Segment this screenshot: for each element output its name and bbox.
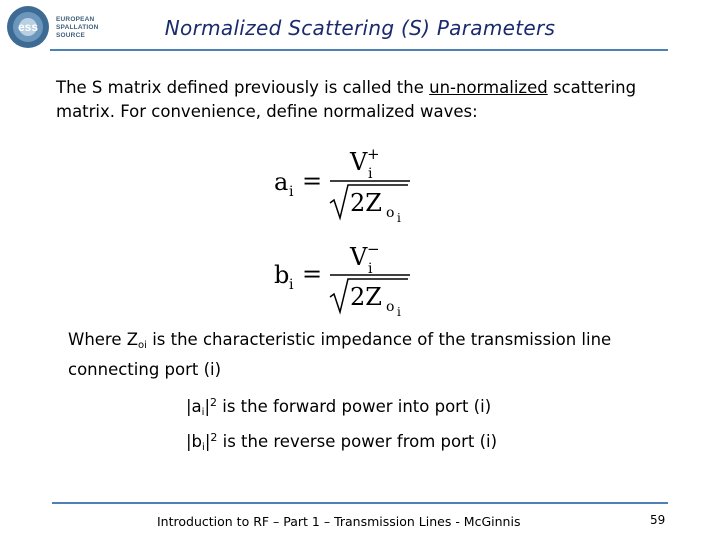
power-b-sub: i <box>202 442 205 453</box>
logo-text-line1: EUROPEAN <box>56 16 95 23</box>
intro-after: scattering matrix. For convenience, define normalized waves: <box>56 78 637 121</box>
para-suffix: is the characteristic impedance of the transmission line connecting port (i) <box>68 330 612 379</box>
eq-b-equals: = <box>302 260 323 288</box>
power-a-sub: i <box>201 407 205 418</box>
eq-b-num-sub: i <box>368 261 373 277</box>
footer-divider <box>52 502 668 504</box>
eq-a-den: 2Z <box>350 189 382 217</box>
eq-a-lhs-sub: i <box>289 184 294 200</box>
eq-a-den-sub2: i <box>397 211 401 225</box>
reverse-power-line <box>186 431 497 453</box>
power-a-sup: 2 <box>210 396 218 409</box>
power-b-mid: | <box>204 432 211 451</box>
power-a-text: is the forward power into port (i) <box>217 397 492 416</box>
power-a-mid: | <box>204 397 211 416</box>
power-b-sup: 2 <box>210 431 218 444</box>
logo-text-line2: SPALLATION <box>56 24 99 31</box>
eq-b-num-sup: − <box>367 245 380 258</box>
power-a-pre: |a <box>186 397 202 416</box>
slide-title: Normalized Scattering (S) Parameters <box>164 16 556 40</box>
eq-b-den-sub1: o <box>386 299 395 315</box>
intro-before: The S matrix defined previously is called the <box>56 78 430 97</box>
intro-underlined: un-normalized <box>429 78 548 97</box>
eq-a-num-sub: i <box>368 166 373 182</box>
equation-b <box>270 245 420 325</box>
equation-a <box>270 145 420 225</box>
para-sub: oi <box>138 340 147 351</box>
title-divider <box>50 49 668 51</box>
para-prefix: Where Z <box>68 330 139 349</box>
eq-a-num: V <box>350 148 368 176</box>
eq-a-lhs: a <box>274 168 289 196</box>
eq-b-num: V <box>350 245 368 271</box>
eq-a-num-sup: + <box>367 145 380 163</box>
eq-b-lhs: b <box>274 261 290 289</box>
page-number: 59 <box>650 513 666 527</box>
power-b-text: is the reverse power from port (i) <box>217 432 498 451</box>
eq-b-den: 2Z <box>350 283 382 311</box>
forward-power-line <box>186 396 491 418</box>
logo-text-line3: SOURCE <box>56 32 86 39</box>
impedance-paragraph <box>68 328 668 382</box>
eq-b-den-sub2: i <box>397 305 401 319</box>
power-b-pre: |b <box>186 432 203 451</box>
footer-text: Introduction to RF – Part 1 – Transmission Lines - McGinnis <box>157 514 521 529</box>
intro-text <box>56 76 676 124</box>
eq-a-equals: = <box>302 167 323 195</box>
eq-b-lhs-sub: i <box>289 277 294 293</box>
eq-a-den-sub1: o <box>386 205 395 221</box>
ess-logo-mark-text: ess <box>17 20 39 34</box>
